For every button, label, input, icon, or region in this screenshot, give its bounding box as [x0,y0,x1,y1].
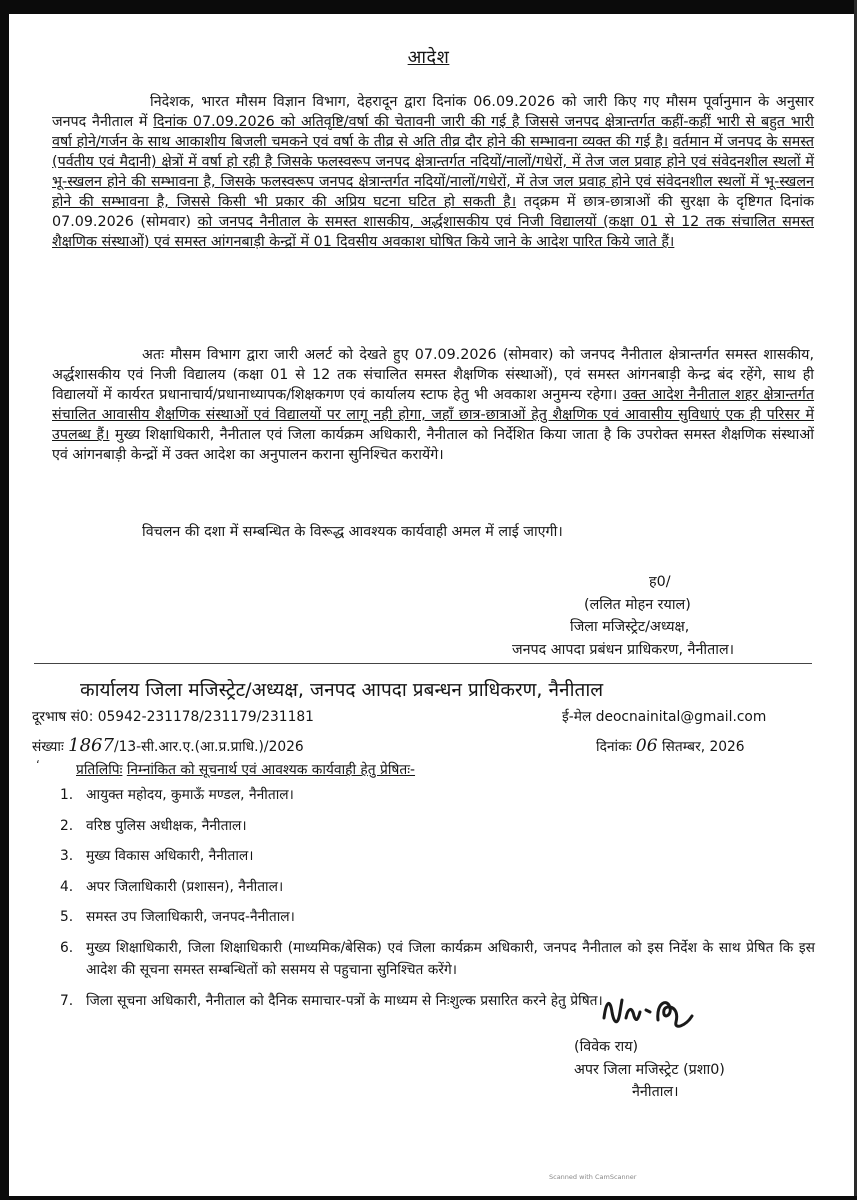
list-item-text: मुख्य शिक्षाधिकारी, जिला शिक्षाधिकारी (माध्यमिक/बेसिक) एवं जिला कार्यक्रम अधिकारी, जनपद नैनीताल को इस निर्देश के साथ प्रेषित कि इस आदेश की सूचना समस्त सम्बन्धितों को ससमय से पहुचाना सुनिश्चित करेंगे। [86,939,815,978]
list-item-number: 4. [60,878,74,895]
signatory-1-designation: जिला मजिस्ट्रेट/अध्यक्ष, [570,619,690,635]
copy-label: प्रतिलिपिः [76,762,123,778]
list-item-number: 5. [60,909,74,925]
date-rest: सितम्बर, 2026 [661,739,745,755]
office-title: कार्यालय जिला मजिस्ट्रेट/अध्यक्ष, जनपद आपदा प्रबन्धन प्राधिकरण, नैनीताल [80,679,604,701]
scan-border-bottom [0,1196,857,1200]
office-phone: दूरभाष सं0: 05942-231178/231179/231181 [32,709,314,725]
handwritten-signature [596,990,706,1034]
copy-list [60,784,815,1020]
reference-date [596,736,745,756]
reference-prefix: संख्याः [32,739,64,755]
reference-suffix: /13-सी.आर.ए.(आ.प्र.प्राधि.)/2026 [113,739,304,755]
scanner-watermark: Scanned with CamScanner [549,1173,637,1181]
signatory-1-hd: ह0/ [649,574,671,590]
paragraph-2-underlined-1: उक्त आदेश नैनीताल शहर क्षेत्रान्तर्गत संचालित आवासीय शैक्षणिक संस्थाओं एवं विद्यालयों पर लागू नही होगा, जहॉं छात्र-छात्राओं हेतु शैक्षणिक एवं आवासीय सुविधाएं एक ही परिसर में उपलब्ध हैं। [52,387,815,443]
paragraph-1-text-3: तद्क्रम में छात्र-छात्राओं की सुरक्षा के दृष्टिगत दिनांक 07.09.2026 (सोमवार) [52,194,814,230]
signatory-1-org: जनपद आपदा प्रबंधन प्राधिकरण, नैनीताल। [512,641,735,658]
list-item-number: 6. [60,939,74,956]
list-item [60,815,815,838]
list-item [60,784,815,807]
order-paragraph-2 [52,345,814,465]
signatory-2-block [512,1036,812,1104]
signatory-2-name: (विवेक राय) [574,1039,639,1055]
reference-number [32,735,304,756]
list-item-text: आयुक्त महोदय, कुमाऊँ मण्डल, नैनीताल। [86,787,294,803]
signatory-2-place: नैनीताल। [632,1084,679,1100]
list-item [60,876,815,899]
list-item [60,937,815,982]
list-item-text: मुख्य विकास अधिकारी, नैनीताल। [86,848,254,864]
scan-border-top [0,0,857,14]
paragraph-1-underlined-2: वर्तमान में जनपद के समस्त (पर्वतीय एवं मैदानी) क्षेत्रों में वर्षा हो रही है जिसके फलस्वरूप जनपद क्षेत्रान्तर्गत नदियों/नालों/गधेरों, में तेज जल प्रवाह होने एवं संवेदनशील स्थलों में भू-स्खलन होने की सम्भावना है, जिसके फलस्वरूप जनपद क्षेत्रान्तर्गत नदियों/नालों/गधेरों, में तेज जल प्रवाह होने एवं संवेदनशील स्थलों में भू-स्खलन होने की सम्भावना है, जिससे किसी भी प्रकार की अप्रिय घटना घटित हो सकती है। [52,134,814,210]
scan-border-left [0,0,9,1200]
list-item-number: 3. [60,848,74,864]
reference-handwritten-number: 1867 [68,735,114,756]
list-item-text: वरिष्ठ पुलिस अधीक्षक, नैनीताल। [86,817,247,834]
paragraph-1-underlined-1: दिनांक 07.09.2026 को अतिवृष्टि/वर्षा की चेतावनी जारी की गई है जिससे जनपद क्षेत्रान्तर्गत कहीं-कहीं भारी से बहुत भारी वर्षा होने/गर्जन के साथ आकाशीय बिजली चमकने एवं वर्षा के तीव्र से अति तीव्र दौर होने की सम्भावना व्यक्त की गई है। [52,114,815,150]
copy-intro [76,760,415,779]
tick-mark-icon: ‘ [36,758,40,772]
paragraph-1-underlined-3: को जनपद नैनीताल के समस्त शासकीय, अर्द्धशासकीय एवं निजी विद्यालयों (कक्षा 01 से 12 तक संचालित समस्त शैक्षणिक संस्थाओं) एवं समस्त आंगनबाड़ी केन्द्रों में 01 दिवसीय अवकाश घोषित किये जाने के आदेश पारित किये जाते हैं। [52,214,814,250]
signatory-2-designation: अपर जिला मजिस्ट्रेट (प्रशा0) [574,1061,725,1078]
office-email: ई-मेल deocnainital@gmail.com [562,709,767,725]
signatory-1-name: (ललित मोहन रयाल) [584,596,691,613]
date-handwritten-day: 06 [635,736,658,756]
list-item [60,906,815,929]
list-item-number: 7. [60,992,74,1009]
list-item-text: जिला सूचना अधिकारी, नैनीताल को दैनिक समाचार-पत्रों के माध्यम से निःशुल्क प्रसारित करने हेतु प्रेषित। [86,992,603,1009]
section-divider [34,663,812,664]
list-item-number: 1. [60,787,74,803]
paragraph-2-text-1: अतः मौसम विभाग द्वारा जारी अलर्ट को देखते हुए 07.09.2026 (सोमवार) को जनपद नैनीताल क्षेत्रान्तर्गत समस्त शासकीय, अर्द्धशासकीय एवं निजी विद्यालय (कक्षा 01 से 12 तक संचालित समस्त शैक्षणिक संस्थाओं), एवं समस्त आंगनबाड़ी केन्द्र बंद रहेंगे, साथ ही विद्यालयों में कार्यरत प्रधानाचार्य/प्रधानाध्यापक/शिक्षकगण एवं कार्यालय स्टाफ हेतु भी अवकाश अनुमन्य रहेगा। [52,347,814,403]
signatory-1-block [512,571,812,661]
list-item-number: 2. [60,817,74,834]
order-paragraph-1 [52,92,814,252]
date-label: दिनांकः [596,739,632,755]
paragraph-2-text-2: मुख्य शिक्षाधिकारी, नैनीताल एवं जिला कार्यक्रम अधिकारी, नैनीताल को निर्देशित किया जाता है कि उपरोक्त समस्त शैक्षणिक संस्थाओं एवं आंगनबाड़ी केन्द्रों में उक्त आदेश का अनुपालन कराना सुनिश्चित करायेंगे। [52,427,814,463]
list-item-text: अपर जिलाधिकारी (प्रशासन), नैनीताल। [86,878,284,895]
list-item [60,845,815,868]
paragraph-1-text-1: निदेशक, भारत मौसम विज्ञान विभाग, देहरादून द्वारा दिनांक 06.09.2026 को जारी किए गए मौसम पूर्वानुमान के अनुसार जनपद नैनीताल में [52,94,814,130]
order-title: आदेश [407,47,450,68]
list-item-text: समस्त उप जिलाधिकारी, जनपद-नैनीताल। [86,909,295,925]
order-paragraph-3: विचलन की दशा में सम्बन्धित के विरूद्ध आवश्यक कार्यवाही अमल में लाई जाएगी। [142,524,563,540]
copy-intro-text: निम्नांकित को सूचनार्थ एवं आवश्यक कार्यवाही हेतु प्रेषितः- [126,762,416,778]
